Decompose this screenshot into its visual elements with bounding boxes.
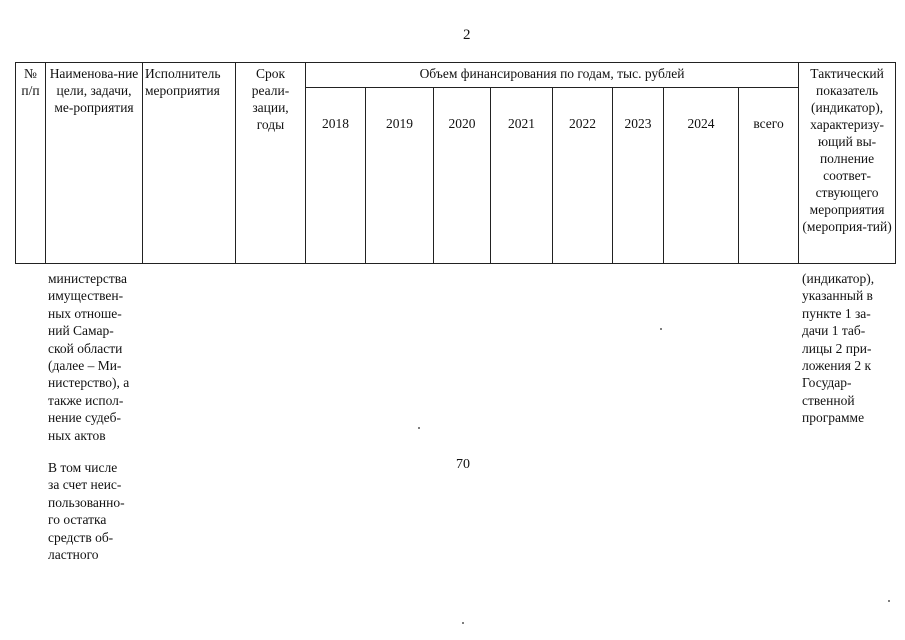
scan-speck (888, 600, 890, 602)
text-line: пользованно- (48, 494, 125, 510)
header-name: Наименова-ние цели, задачи, ме-роприятия (46, 63, 143, 264)
text-line: ний Самар- (48, 323, 114, 339)
header-indicator: Тактический показатель (индикатор), характеризу-ющий вы-полнение соответ-ствующего мероприятия (мероприя-тий) (799, 63, 896, 264)
text-line: ных отноше- (48, 305, 122, 321)
text-line: го остатка (48, 512, 107, 528)
text-line: пункте 1 за- (802, 305, 871, 321)
text-line: (индикатор), (802, 271, 875, 286)
text-line: за счет неис- (48, 477, 122, 493)
scan-speck (418, 427, 420, 429)
item-subtext (48, 459, 142, 563)
text-line: лицы 2 при- (802, 340, 872, 356)
header-year: 2023 (613, 88, 664, 264)
header-term: Срок реали-зации, годы (236, 63, 306, 264)
header-num: № п/п (16, 63, 46, 264)
text-line: В том числе (48, 460, 118, 475)
header-financing: Объем финансирования по годам, тыс. рублей (306, 63, 799, 88)
header-table (15, 62, 896, 264)
text-line: ской области (48, 340, 123, 356)
page-number: 2 (463, 27, 471, 43)
item-name-text (48, 270, 142, 444)
text-line: средств об- (48, 529, 114, 545)
text-line: (далее – Ми- (48, 358, 122, 374)
text-line: ложения 2 к (802, 358, 872, 374)
text-line: нистерство), а (48, 375, 130, 391)
header-year: 2020 (434, 88, 491, 264)
header-year: 2018 (306, 88, 366, 264)
header-year: 2022 (553, 88, 613, 264)
text-line: имуществен- (48, 288, 124, 304)
text-line: программе (802, 410, 865, 426)
scan-speck (660, 328, 662, 330)
text-line: министерства (48, 271, 127, 286)
header-year: 2019 (366, 88, 434, 264)
text-line: нение судеб- (48, 410, 121, 426)
scan-speck (462, 622, 464, 624)
text-line: ных актов (48, 427, 106, 443)
amount-value: 70 (456, 457, 470, 472)
text-line: Государ- (802, 375, 852, 391)
indicator-text (802, 270, 892, 427)
header-executor: Исполнитель мероприятия (143, 63, 236, 264)
text-line: ластного (48, 547, 99, 563)
text-line: указанный в (802, 288, 873, 304)
text-line: ственной (802, 392, 855, 408)
header-total: всего (739, 88, 799, 264)
text-line: дачи 1 таб- (802, 323, 866, 339)
text-line: также испол- (48, 392, 124, 408)
header-year: 2024 (664, 88, 739, 264)
header-year: 2021 (491, 88, 553, 264)
